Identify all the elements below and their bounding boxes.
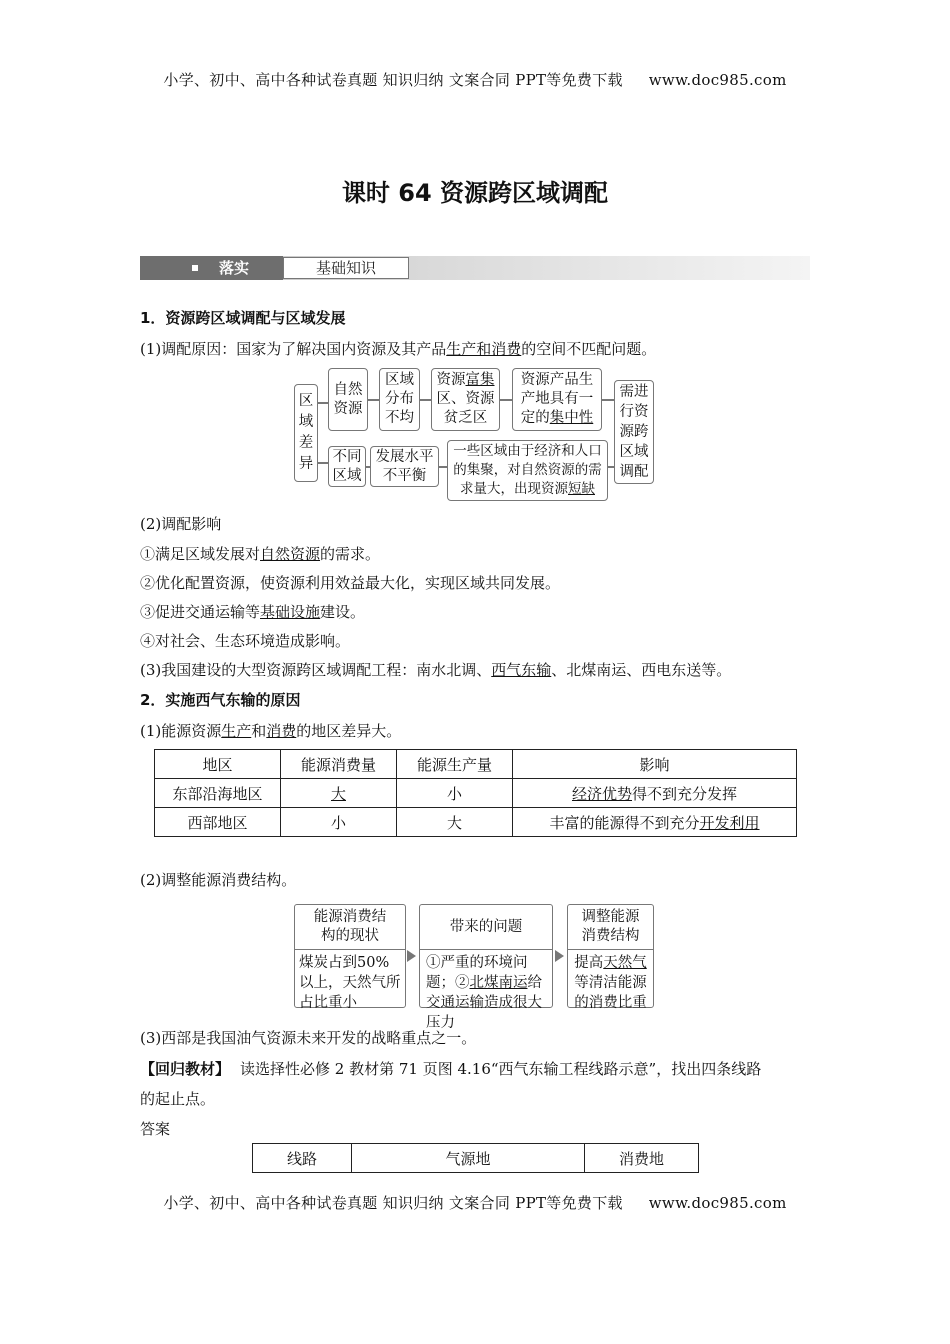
t: 一些区域由于经济和人口的集聚，对自然资源的需求量大，出现资源 (453, 443, 602, 497)
td (513, 779, 797, 808)
energy-table (154, 749, 797, 837)
t: ①满足区域发展对 (140, 545, 261, 563)
page-header (0, 69, 950, 90)
diag-b4 (512, 368, 602, 431)
t: 开发利用 (699, 813, 760, 832)
t: 基础设施 (260, 603, 321, 621)
review-line-1 (140, 1058, 761, 1079)
t: 的地区差异大。 (296, 722, 402, 740)
diag-b3 (431, 368, 500, 431)
s2-p2: (2)调整能源消费结构。 (140, 871, 297, 889)
t: 的需求。 (320, 545, 381, 563)
diag-b5: 需进行资源跨区域调配 (614, 380, 654, 484)
diag-c3 (447, 440, 608, 501)
table-header (253, 1144, 699, 1173)
s2-p3: (3)西部是我国油气资源未来开发的战略重点之一。 (140, 1029, 477, 1047)
td: 西部地区 (155, 808, 281, 837)
s1-i3 (140, 601, 365, 622)
t: (3)我国建设的大型资源跨区域调配工程：南水北调、 (140, 661, 492, 679)
answer-label: 答案 (140, 1120, 171, 1138)
s1-i4: ④对社会、生态环境造成影响。 (140, 632, 351, 650)
diag-c2: 发展水平不平衡 (370, 446, 439, 487)
t: 富集 (465, 372, 495, 388)
t: ①严重的环境问题；② (426, 955, 528, 991)
th: 气源地 (352, 1144, 585, 1173)
th: 能源消费量 (281, 750, 397, 779)
t: 短缺 (568, 481, 595, 497)
flow-box-1 (294, 904, 406, 1011)
t: (1)能源资源 (140, 722, 222, 740)
flow-head-3: 调整能源消费结构 (568, 905, 653, 950)
table-header (155, 750, 797, 779)
flow-body-1: 煤炭占到50%以上，天然气所占比重小 (299, 955, 401, 1011)
t: 丰富的能源得不到充分 (549, 813, 700, 832)
band-left (140, 256, 283, 280)
s1-p3 (140, 659, 731, 680)
th: 地区 (155, 750, 281, 779)
t: 消费 (266, 722, 297, 740)
flow-body-3 (568, 950, 653, 1016)
t: 提高 (574, 955, 604, 971)
diag-left: 区域差异 (294, 384, 318, 482)
band-left-label: 落实 (219, 259, 250, 277)
arrow-icon (555, 950, 564, 962)
t: 资源产品生产地具有一定的 (520, 372, 594, 426)
t: 等清洁能源的消费比重 (574, 975, 647, 1011)
t: 生产 (221, 722, 252, 740)
td: 东部沿海地区 (155, 779, 281, 808)
t: ③促进交通运输等 (140, 603, 261, 621)
flow-head-2: 带来的问题 (420, 905, 552, 950)
t: 天然气 (603, 955, 647, 971)
t: 自然资源 (260, 545, 321, 563)
td: 大 (281, 779, 397, 808)
header-link[interactable]: www.doc985.com (648, 71, 787, 89)
page-footer (0, 1192, 950, 1213)
th: 线路 (253, 1144, 352, 1173)
t: 资源 (436, 372, 466, 388)
page-title: 课时 64 资源跨区域调配 (341, 179, 609, 207)
section-band (140, 256, 810, 280)
s2-p1 (140, 720, 401, 741)
t: 的空间不匹配问题。 (521, 340, 657, 358)
th: 能源生产量 (397, 750, 513, 779)
t: 和 (251, 722, 267, 740)
t: 集中性 (549, 410, 594, 426)
flow-body-2 (420, 950, 552, 1036)
band-right-label: 基础知识 (283, 257, 409, 279)
t: 得不到充分发挥 (632, 784, 738, 803)
t: (1)调配原因：国家为了解决国内资源及其产品 (140, 340, 447, 358)
s1-p2: (2)调配影响 (140, 515, 222, 533)
t: 给交通运输造成很大压力 (426, 975, 542, 1031)
td (513, 808, 797, 837)
footer-link[interactable]: www.doc985.com (648, 1194, 787, 1212)
th: 消费地 (585, 1144, 699, 1173)
arrow-icon (407, 950, 416, 962)
t: 建设。 (320, 603, 366, 621)
th: 影响 (513, 750, 797, 779)
t: 读选择性必修 2 教材第 71 页图 4.16“西气东输工程线路示意”，找出四条线路 (240, 1060, 762, 1078)
t: 、北煤南运、西电东送等。 (551, 661, 732, 679)
diag-c1: 不同区域 (328, 446, 366, 487)
footer-text: 小学、初中、高中各种试卷真题 知识归纳 文案合同 PPT等免费下载 (163, 1194, 623, 1212)
flow-box-3 (567, 904, 654, 1011)
s1-i1 (140, 543, 380, 564)
td: 小 (281, 808, 397, 837)
s2-heading: 2．实施西气东输的原因 (140, 691, 301, 709)
diag-b2: 区域分布不均 (379, 368, 420, 431)
t: 区、资源贫乏区 (436, 391, 495, 426)
flow-box-2 (419, 904, 553, 1031)
table-row (155, 808, 797, 837)
header-text: 小学、初中、高中各种试卷真题 知识归纳 文案合同 PPT等免费下载 (163, 71, 623, 89)
s1-p1 (140, 338, 656, 359)
review-tag: 【回归教材】 (140, 1060, 231, 1078)
flow-head-1: 能源消费结构的现状 (295, 905, 405, 950)
diag-b1: 自然资源 (328, 368, 368, 431)
t: 经济优势 (571, 784, 632, 803)
t: 生产和消费 (446, 340, 522, 358)
s1-heading: 1．资源跨区域调配与区域发展 (140, 309, 346, 327)
review-line-2: 的起止点。 (140, 1090, 216, 1108)
s1-i2: ②优化配置资源，使资源利用效益最大化，实现区域共同发展。 (140, 574, 561, 592)
table-row (155, 779, 797, 808)
td: 小 (397, 779, 513, 808)
route-table (252, 1143, 699, 1173)
td: 大 (397, 808, 513, 837)
t: 北煤南运 (469, 975, 528, 991)
t: 西气东输 (491, 661, 552, 679)
square-icon (192, 265, 198, 271)
